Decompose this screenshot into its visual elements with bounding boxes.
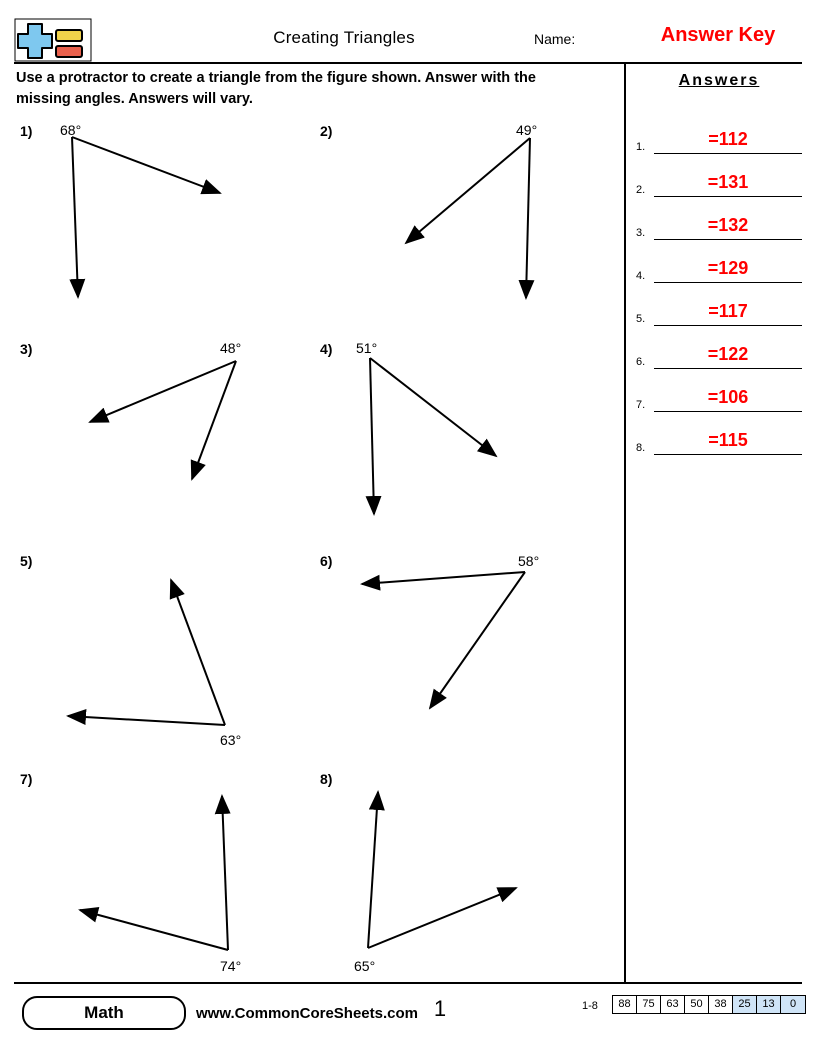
score-box: 88 [613, 996, 637, 1013]
angle-figure [20, 338, 300, 538]
score-box: 63 [661, 996, 685, 1013]
page-number: 1 [433, 996, 447, 1021]
angle-label: 58° [518, 553, 540, 569]
score-box: 50 [685, 996, 709, 1013]
subject-badge [22, 996, 186, 1030]
angle-figure [320, 338, 600, 538]
commoncoresheets-logo [14, 18, 92, 62]
answers-heading: Answers [678, 72, 760, 89]
subject-label: Math [84, 1003, 124, 1022]
problem-number: 4) [320, 341, 333, 357]
answer-line [654, 282, 802, 283]
answer-value: =117 [708, 301, 748, 321]
answer-row[interactable] [636, 241, 802, 283]
angle-label: 48° [220, 340, 242, 356]
angle-figure [320, 120, 600, 320]
page-header [14, 18, 802, 62]
problem-number: 1) [20, 123, 33, 139]
answer-number: 3. [636, 227, 646, 239]
answer-value: =132 [707, 215, 749, 235]
problem-4 [320, 338, 600, 538]
answer-number: 6. [636, 356, 646, 368]
angle-label: 49° [516, 122, 538, 138]
answer-line [654, 153, 802, 154]
answer-number: 1. [636, 141, 646, 153]
site-url[interactable]: www.CommonCoreSheets.com [196, 1005, 418, 1022]
answer-value: =112 [708, 129, 748, 149]
angle-figure [20, 768, 300, 978]
header-divider [14, 62, 802, 64]
score-range-label: 1-8 [582, 1000, 598, 1012]
problem-number: 6) [320, 553, 333, 569]
answer-line [654, 196, 802, 197]
answer-value: =131 [707, 172, 749, 192]
answer-value: =122 [707, 344, 749, 364]
answer-value: =106 [707, 387, 749, 407]
score-scale [612, 995, 806, 1014]
answer-line [654, 239, 802, 240]
angle-label: 74° [220, 958, 242, 974]
name-label: Name: [534, 31, 576, 47]
answer-key-badge: Answer Key [660, 24, 776, 46]
page-title: Creating Triangles [273, 28, 415, 47]
angle-label: 68° [60, 122, 82, 138]
answer-number: 8. [636, 442, 646, 454]
answer-row[interactable] [636, 327, 802, 369]
answer-number: 4. [636, 270, 646, 282]
score-box: 75 [637, 996, 661, 1013]
problem-number: 5) [20, 553, 33, 569]
answer-row[interactable] [636, 413, 802, 455]
problem-number: 2) [320, 123, 333, 139]
answer-row[interactable] [636, 198, 802, 240]
answer-row[interactable] [636, 284, 802, 326]
score-box: 0 [781, 996, 805, 1013]
problem-1 [20, 120, 300, 320]
angle-figure [320, 550, 600, 760]
answer-value: =129 [707, 258, 749, 278]
score-box: 38 [709, 996, 733, 1013]
angle-label: 65° [354, 958, 376, 974]
angle-figure [320, 768, 600, 978]
score-box: 13 [757, 996, 781, 1013]
answer-row[interactable] [636, 370, 802, 412]
problem-6 [320, 550, 600, 760]
answer-line [654, 325, 802, 326]
answer-number: 7. [636, 399, 646, 411]
problem-3 [20, 338, 300, 538]
problem-2 [320, 120, 600, 320]
angle-label: 51° [356, 340, 378, 356]
answer-row[interactable] [636, 155, 802, 197]
answer-line [654, 411, 802, 412]
problem-5 [20, 550, 300, 760]
answer-line [654, 368, 802, 369]
answer-value: =115 [708, 430, 748, 450]
problem-number: 8) [320, 771, 333, 787]
answer-row[interactable] [636, 112, 802, 154]
footer-divider [14, 982, 802, 984]
answer-number: 2. [636, 184, 646, 196]
angle-label: 63° [220, 732, 242, 748]
instructions-text: Use a protractor to create a triangle from the figure shown. Answer with the missing angles. Answers will vary. [16, 70, 536, 108]
problem-8 [320, 768, 600, 978]
answer-line [654, 454, 802, 455]
problem-7 [20, 768, 300, 978]
angle-figure [20, 550, 300, 760]
problem-number: 3) [20, 341, 33, 357]
score-box: 25 [733, 996, 757, 1013]
angle-figure [20, 120, 300, 320]
answer-number: 5. [636, 313, 646, 325]
answer-column-divider [624, 62, 626, 982]
problem-number: 7) [20, 771, 33, 787]
